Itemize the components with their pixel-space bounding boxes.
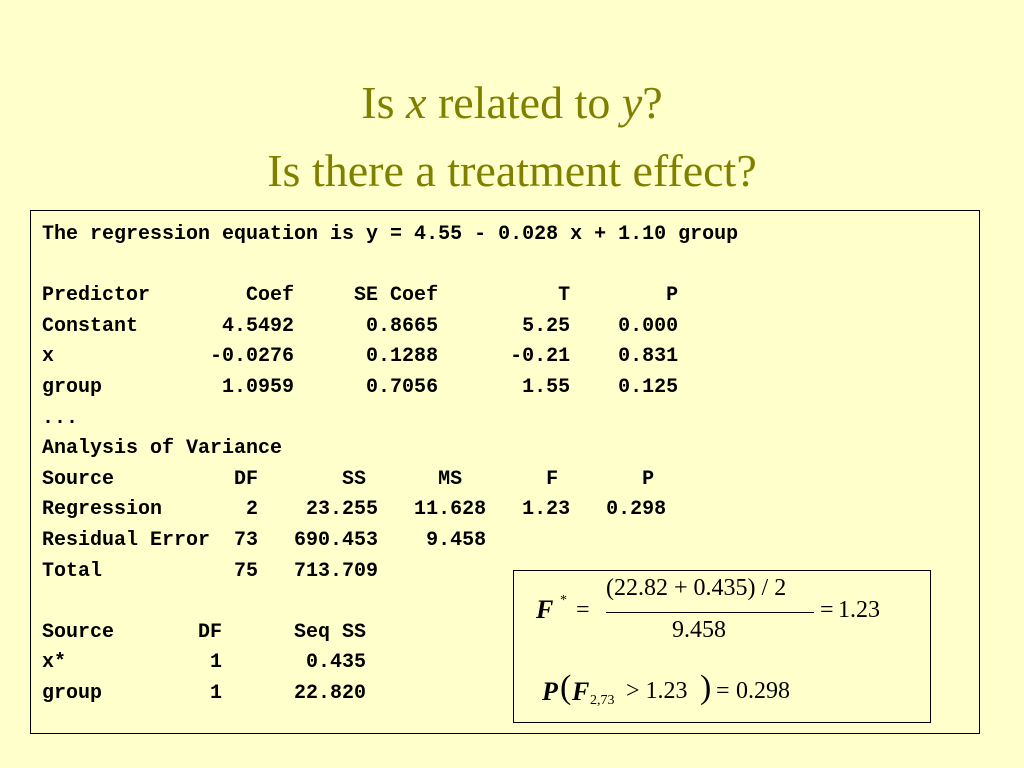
output-line: The regression equation is y = 4.55 - 0.028 x + 1.10 group [42, 223, 739, 246]
output-line: group 1 22.820 [42, 681, 367, 705]
output-line: x* 1 0.435 [42, 651, 367, 675]
output-line: Total 75 713.709 [42, 559, 379, 583]
output-line: ... [42, 406, 79, 430]
title-text-related-to: related to [426, 77, 622, 128]
output-line: x -0.0276 0.1288 -0.21 0.831 [42, 345, 679, 369]
p-symbol: P [542, 677, 558, 706]
equals-sign-1: = [576, 597, 590, 623]
open-paren: ( [560, 669, 572, 706]
slide-title-line-2: Is there a treatment effect? [267, 145, 757, 196]
fraction-bar [606, 612, 814, 613]
equals-sign-3: = [716, 678, 730, 704]
title-question-mark: ? [642, 77, 663, 128]
f-star-symbol: F [536, 595, 554, 624]
comparison-text: > 1.23 [626, 678, 688, 704]
title-var-y: y [621, 77, 643, 128]
output-line: Analysis of Variance [42, 437, 283, 461]
fraction-denominator: 9.458 [672, 617, 726, 643]
f-star-result: 1.23 [838, 597, 880, 623]
output-line: Regression 2 23.255 11.628 1.23 0.298 [42, 498, 667, 522]
title-text-is: Is [361, 77, 407, 128]
output-line: Constant 4.5492 0.8665 5.25 0.000 [42, 314, 679, 338]
output-line: Residual Error 73 690.453 9.458 [42, 528, 487, 552]
f-star-superscript: * [560, 593, 567, 608]
p-value-result: 0.298 [736, 678, 790, 704]
slide-title-line-1 [0, 74, 1024, 132]
close-paren: ) [700, 669, 712, 706]
output-line: Source DF Seq SS [42, 620, 367, 644]
output-line: Source DF SS MS F P [42, 467, 655, 491]
fraction-numerator: (22.82 + 0.435) / 2 [606, 575, 787, 601]
output-line: Predictor Coef SE Coef T P [42, 284, 679, 308]
f-subscript: 2,73 [590, 693, 615, 708]
title-var-x: x [406, 77, 427, 128]
output-line: group 1.0959 0.7056 1.55 0.125 [42, 375, 679, 399]
f-symbol: F [572, 677, 590, 706]
equals-sign-2: = [820, 597, 834, 623]
formula-box [513, 570, 931, 723]
